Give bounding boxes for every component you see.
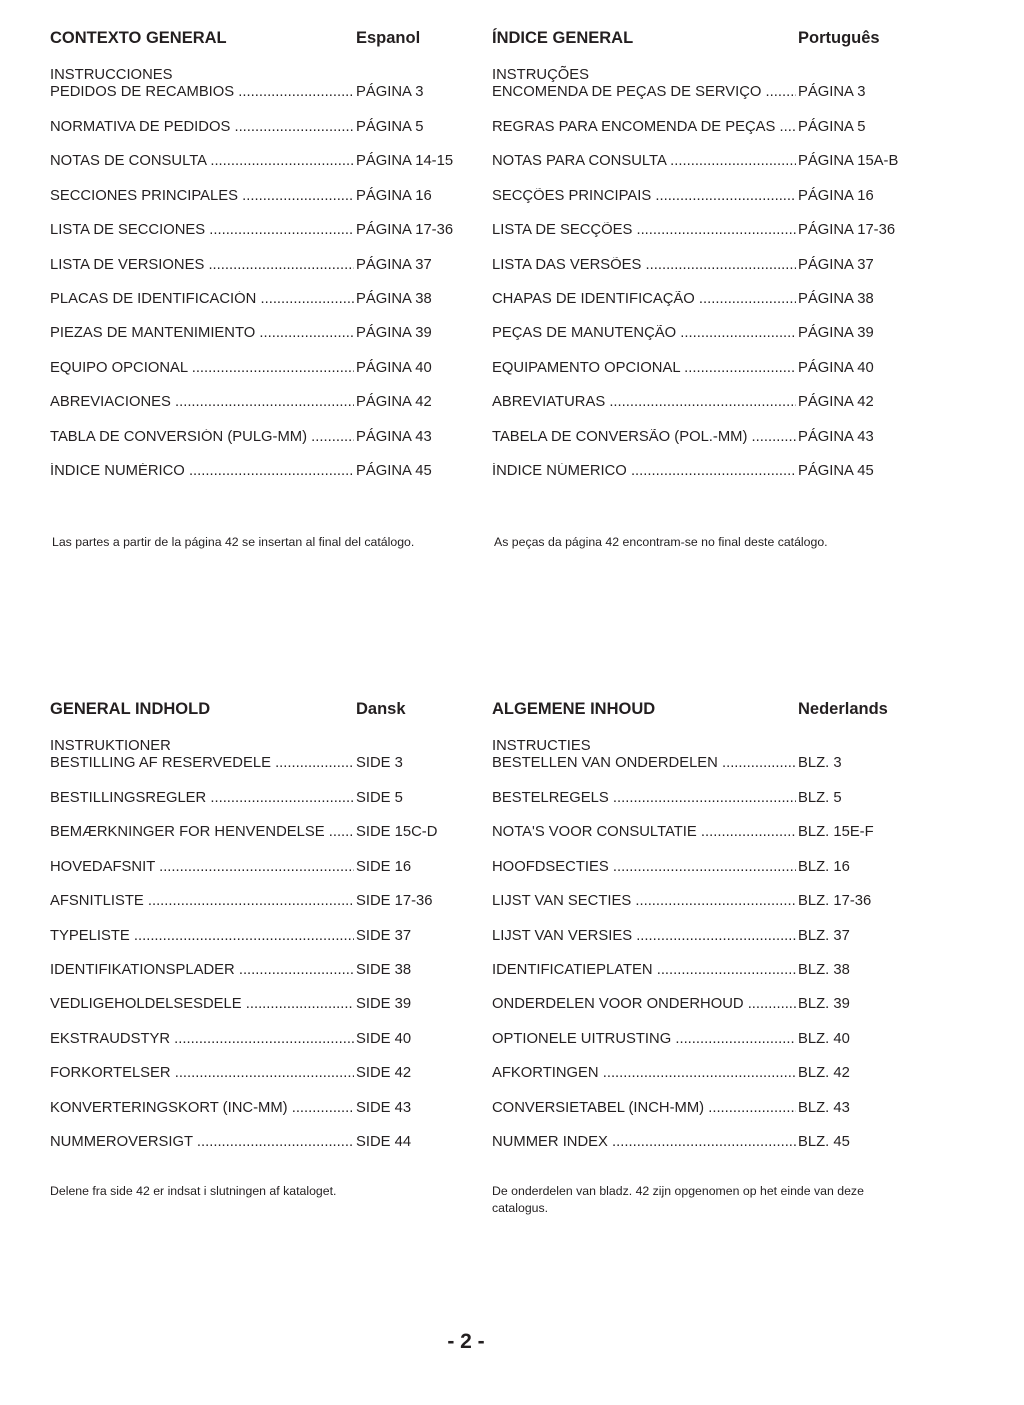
toc-language: Espanol (356, 29, 421, 47)
toc-entry-label: HOOFDSECTIES ..... (492, 859, 796, 876)
toc-entry (50, 738, 470, 790)
toc-entry-label: TABELA DE CONVERSÃO (POL.-MM) ..... (492, 429, 796, 446)
toc-entry (50, 1031, 470, 1065)
toc-entry (50, 1100, 470, 1134)
toc-entry-label: BESTILLING AF RESERVEDELE ..... (50, 755, 354, 772)
toc-language: Dansk (356, 700, 406, 718)
toc-entry-label: ENCOMENDA DE PEÇAS DE SERVIÇO ..... (492, 84, 796, 101)
toc-entry-page: SIDE 15C-D (356, 824, 438, 841)
toc-entry-page: PÁGINA 39 (356, 325, 432, 342)
toc-entry-page: SIDE 40 (356, 1030, 412, 1047)
toc-entry (50, 67, 470, 119)
toc-entry-label: NUMMEROVERSIGT ..... (50, 1134, 354, 1151)
toc-entry-page: SIDE 39 (356, 996, 412, 1013)
toc-entry (50, 153, 470, 187)
toc-block-pt (492, 29, 912, 497)
toc-entry (492, 824, 912, 858)
toc-entry-page: BLZ. 17-36 (798, 893, 872, 910)
toc-entry-label: LISTA DE VERSIONES ..... (50, 257, 354, 274)
toc-entry (50, 928, 470, 962)
toc-entry-label: OPTIONELE UITRUSTING ..... (492, 1031, 796, 1048)
toc-note-pt: As peças da página 42 encontram-se no final deste catálogo. (494, 535, 828, 549)
toc-entry-page: SIDE 5 (356, 790, 403, 806)
toc-entry-page: BLZ. 15E-F (798, 824, 874, 841)
toc-entry-label: PEÇAS DE MANUTENÇÃO ..... (492, 325, 796, 342)
toc-entry-label: FORKORTELSER ..... (50, 1065, 354, 1082)
toc-entry-page: PÁGINA 45 (798, 462, 874, 479)
toc-entry (492, 119, 912, 153)
toc-entry (492, 893, 912, 927)
toc-intro-label: INSTRUCTIES (492, 738, 591, 754)
toc-block-nl (492, 700, 912, 1168)
toc-entry (50, 996, 470, 1030)
toc-entry-page: PÁGINA 38 (356, 290, 432, 307)
toc-entry-page: SIDE 43 (356, 1099, 412, 1116)
toc-entry (50, 429, 470, 463)
toc-entry-label: AFKORTINGEN ..... (492, 1065, 796, 1082)
toc-entry (492, 67, 912, 119)
toc-entry-page: PÁGINA 5 (798, 119, 866, 135)
toc-entry-page: PÁGINA 5 (356, 119, 424, 135)
toc-entry-page: SIDE 16 (356, 858, 412, 875)
toc-entry-label: LIJST VAN VERSIES ..... (492, 928, 796, 945)
toc-note-es: Las partes a partir de la página 42 se insertan al final del catálogo. (52, 535, 415, 549)
toc-entry-label: ABREVIATURAS ..... (492, 394, 796, 411)
toc-entry (50, 859, 470, 893)
toc-title: ALGEMENE INHOUD (492, 700, 656, 718)
toc-entry-page: BLZ. 43 (798, 1099, 850, 1116)
toc-entries-nl (492, 738, 912, 1168)
toc-entry-page: PÁGINA 37 (798, 256, 874, 273)
toc-entry-label: CHAPAS DE IDENTIFICAÇÃO ..... (492, 291, 796, 308)
toc-entry (492, 790, 912, 824)
toc-entry (50, 893, 470, 927)
toc-entry-label: ÍNDICE NÚMERICO ..... (492, 463, 796, 480)
toc-entry (50, 962, 470, 996)
toc-header-es (50, 29, 470, 49)
toc-entry (492, 394, 912, 428)
toc-block-da (50, 700, 470, 1168)
toc-entry-label: TYPELISTE ..... (50, 928, 354, 945)
toc-entry (50, 463, 470, 497)
toc-entry (50, 394, 470, 428)
toc-entry-label: PIEZAS DE MANTENIMIENTO ..... (50, 325, 354, 342)
toc-entries-da (50, 738, 470, 1168)
toc-entry (492, 222, 912, 256)
toc-entry (492, 325, 912, 359)
toc-language: Nederlands (798, 700, 888, 718)
toc-entry-label: SECÇÕES PRINCIPAIS ..... (492, 188, 796, 205)
toc-entry (492, 153, 912, 187)
toc-entry (492, 429, 912, 463)
toc-title: ÍNDICE GENERAL (492, 29, 634, 47)
toc-entry (50, 257, 470, 291)
toc-entry-label: SECCIONES PRINCIPALES ..... (50, 188, 354, 205)
toc-entry-page: BLZ. 38 (798, 961, 850, 978)
toc-entry-label: NORMATIVA DE PEDIDOS ..... (50, 119, 354, 136)
toc-entry-page: PÁGINA 40 (798, 359, 874, 376)
toc-entry-page: PÁGINA 37 (356, 256, 432, 273)
toc-entry-page: PÁGINA 43 (798, 428, 874, 445)
toc-entry-page: BLZ. 5 (798, 790, 842, 806)
toc-entry (50, 325, 470, 359)
toc-entry (50, 824, 470, 858)
toc-entry-label: EQUIPO OPCIONAL ..... (50, 360, 354, 377)
toc-entry (492, 1031, 912, 1065)
toc-intro-label: INSTRUKTIONER (50, 738, 171, 754)
toc-entry (492, 1134, 912, 1168)
toc-entry-label: ABREVIACIONES ..... (50, 394, 354, 411)
toc-entry-label: BEMÆRKNINGER FOR HENVENDELSE ..... (50, 824, 354, 841)
toc-entry (50, 790, 470, 824)
toc-entry-page: PÁGINA 15A-B (798, 153, 899, 170)
toc-language: Português (798, 29, 880, 47)
toc-entry-label: EQUIPAMENTO OPCIONAL ..... (492, 360, 796, 377)
toc-intro-label: INSTRUÇÕES (492, 67, 590, 83)
toc-entry (50, 1134, 470, 1168)
toc-entry-page: SIDE 42 (356, 1065, 412, 1082)
toc-entry (492, 962, 912, 996)
toc-entry (492, 859, 912, 893)
toc-entry-page: SIDE 44 (356, 1133, 412, 1150)
toc-entry-page: PÁGINA 40 (356, 359, 432, 376)
toc-entry-label: VEDLIGEHOLDELSESDELE ..... (50, 996, 354, 1013)
toc-entry-label: BESTELREGELS ..... (492, 790, 796, 807)
toc-entry-page: PÁGINA 39 (798, 325, 874, 342)
toc-entry-page: BLZ. 39 (798, 996, 850, 1013)
toc-entry-label: LISTA DAS VERSÕES ..... (492, 257, 796, 274)
toc-title: CONTEXTO GENERAL (50, 29, 227, 47)
toc-entry-page: BLZ. 3 (798, 755, 842, 771)
toc-entry-page: PÁGINA 38 (798, 290, 874, 307)
page-number: - 2 - (447, 1330, 485, 1353)
toc-entry-label: NUMMER INDEX ..... (492, 1134, 796, 1151)
toc-entry-label: PLACAS DE IDENTIFICACIÓN ..... (50, 291, 354, 308)
toc-entry-label: IDENTIFICATIEPLATEN ..... (492, 962, 796, 979)
toc-header-da (50, 700, 470, 720)
toc-entry-label: EKSTRAUDSTYR ..... (50, 1031, 354, 1048)
toc-block-es (50, 29, 470, 497)
toc-entry-page: BLZ. 45 (798, 1133, 850, 1150)
toc-entry-page: PÁGINA 14-15 (356, 153, 454, 170)
toc-entry-label: NOTAS DE CONSULTA ..... (50, 153, 354, 170)
toc-entry (50, 360, 470, 394)
toc-entry-page: BLZ. 16 (798, 858, 850, 875)
toc-entry (50, 291, 470, 325)
toc-entry (492, 291, 912, 325)
toc-entry (50, 1065, 470, 1099)
toc-entry (492, 738, 912, 790)
toc-entry (492, 996, 912, 1030)
toc-entry-page: PÁGINA 16 (356, 187, 432, 204)
toc-entry-label: CONVERSIETABEL (INCH-MM) ..... (492, 1100, 796, 1117)
toc-entry-page: SIDE 38 (356, 961, 412, 978)
toc-entry-page: PÁGINA 42 (798, 394, 874, 411)
toc-entry (492, 257, 912, 291)
toc-entry (50, 222, 470, 256)
toc-entry-label: KONVERTERINGSKORT (INC-MM) ..... (50, 1100, 354, 1117)
toc-entry (492, 188, 912, 222)
toc-header-pt (492, 29, 912, 49)
toc-entry-label: HOVEDAFSNIT ..... (50, 859, 354, 876)
toc-entry (492, 1065, 912, 1099)
toc-entry-page: PÁGINA 45 (356, 462, 432, 479)
toc-entry (492, 360, 912, 394)
toc-entry-page: PÁGINA 43 (356, 428, 432, 445)
toc-entry-page: BLZ. 37 (798, 927, 850, 944)
toc-entry-page: PÁGINA 42 (356, 394, 432, 411)
toc-intro-label: INSTRUCCIONES (50, 67, 173, 83)
toc-entry-label: LIJST VAN SECTIES ..... (492, 893, 796, 910)
toc-entry-label: PEDIDOS DE RECAMBIOS ..... (50, 84, 354, 101)
toc-header-nl (492, 700, 912, 720)
toc-entry-page: BLZ. 42 (798, 1065, 850, 1082)
toc-entry-page: PÁGINA 3 (356, 84, 424, 100)
toc-title: GENERAL INDHOLD (50, 700, 211, 718)
toc-entry (492, 463, 912, 497)
toc-entry-page: PÁGINA 3 (798, 84, 866, 100)
toc-entry-label: ÍNDICE NUMÉRICO ..... (50, 463, 354, 480)
toc-entry-label: TABLA DE CONVERSIÓN (PULG-MM) ..... (50, 429, 354, 446)
toc-entry-label: ONDERDELEN VOOR ONDERHOUD ..... (492, 996, 796, 1013)
toc-entry-label: NOTA'S VOOR CONSULTATIE ..... (492, 824, 796, 841)
toc-entries-es (50, 67, 470, 497)
toc-entry (50, 188, 470, 222)
toc-entry-label: LISTA DE SECCIONES ..... (50, 222, 354, 239)
toc-entry-page: PÁGINA 17-36 (798, 222, 896, 239)
toc-entry-page: PÁGINA 16 (798, 187, 874, 204)
toc-entry-label: BESTELLEN VAN ONDERDELEN ..... (492, 755, 796, 772)
toc-entry-page: BLZ. 40 (798, 1030, 850, 1047)
toc-note-da: Delene fra side 42 er indsat i slutningen af kataloget. (50, 1184, 337, 1198)
toc-entry (492, 928, 912, 962)
toc-entry-page: PÁGINA 17-36 (356, 222, 454, 239)
toc-entry-label: REGRAS PARA ENCOMENDA DE PEÇAS ..... (492, 119, 796, 136)
toc-entry-label: AFSNITLISTE ..... (50, 893, 354, 910)
toc-entry-label: NOTAS PARA CONSULTA ..... (492, 153, 796, 170)
toc-entry (492, 1100, 912, 1134)
toc-entry-label: LISTA DE SECÇÕES ..... (492, 222, 796, 239)
toc-entry-page: SIDE 3 (356, 755, 403, 771)
toc-entries-pt (492, 67, 912, 497)
toc-entry-page: SIDE 17-36 (356, 893, 433, 910)
toc-entry-page: SIDE 37 (356, 927, 412, 944)
toc-entry-label: BESTILLINGSREGLER ..... (50, 790, 354, 807)
toc-note-nl: De onderdelen van bladz. 42 zijn opgenomen op het einde van deze catalogus. (492, 1184, 864, 1215)
toc-entry-label: IDENTIFIKATIONSPLADER ..... (50, 962, 354, 979)
toc-entry (50, 119, 470, 153)
